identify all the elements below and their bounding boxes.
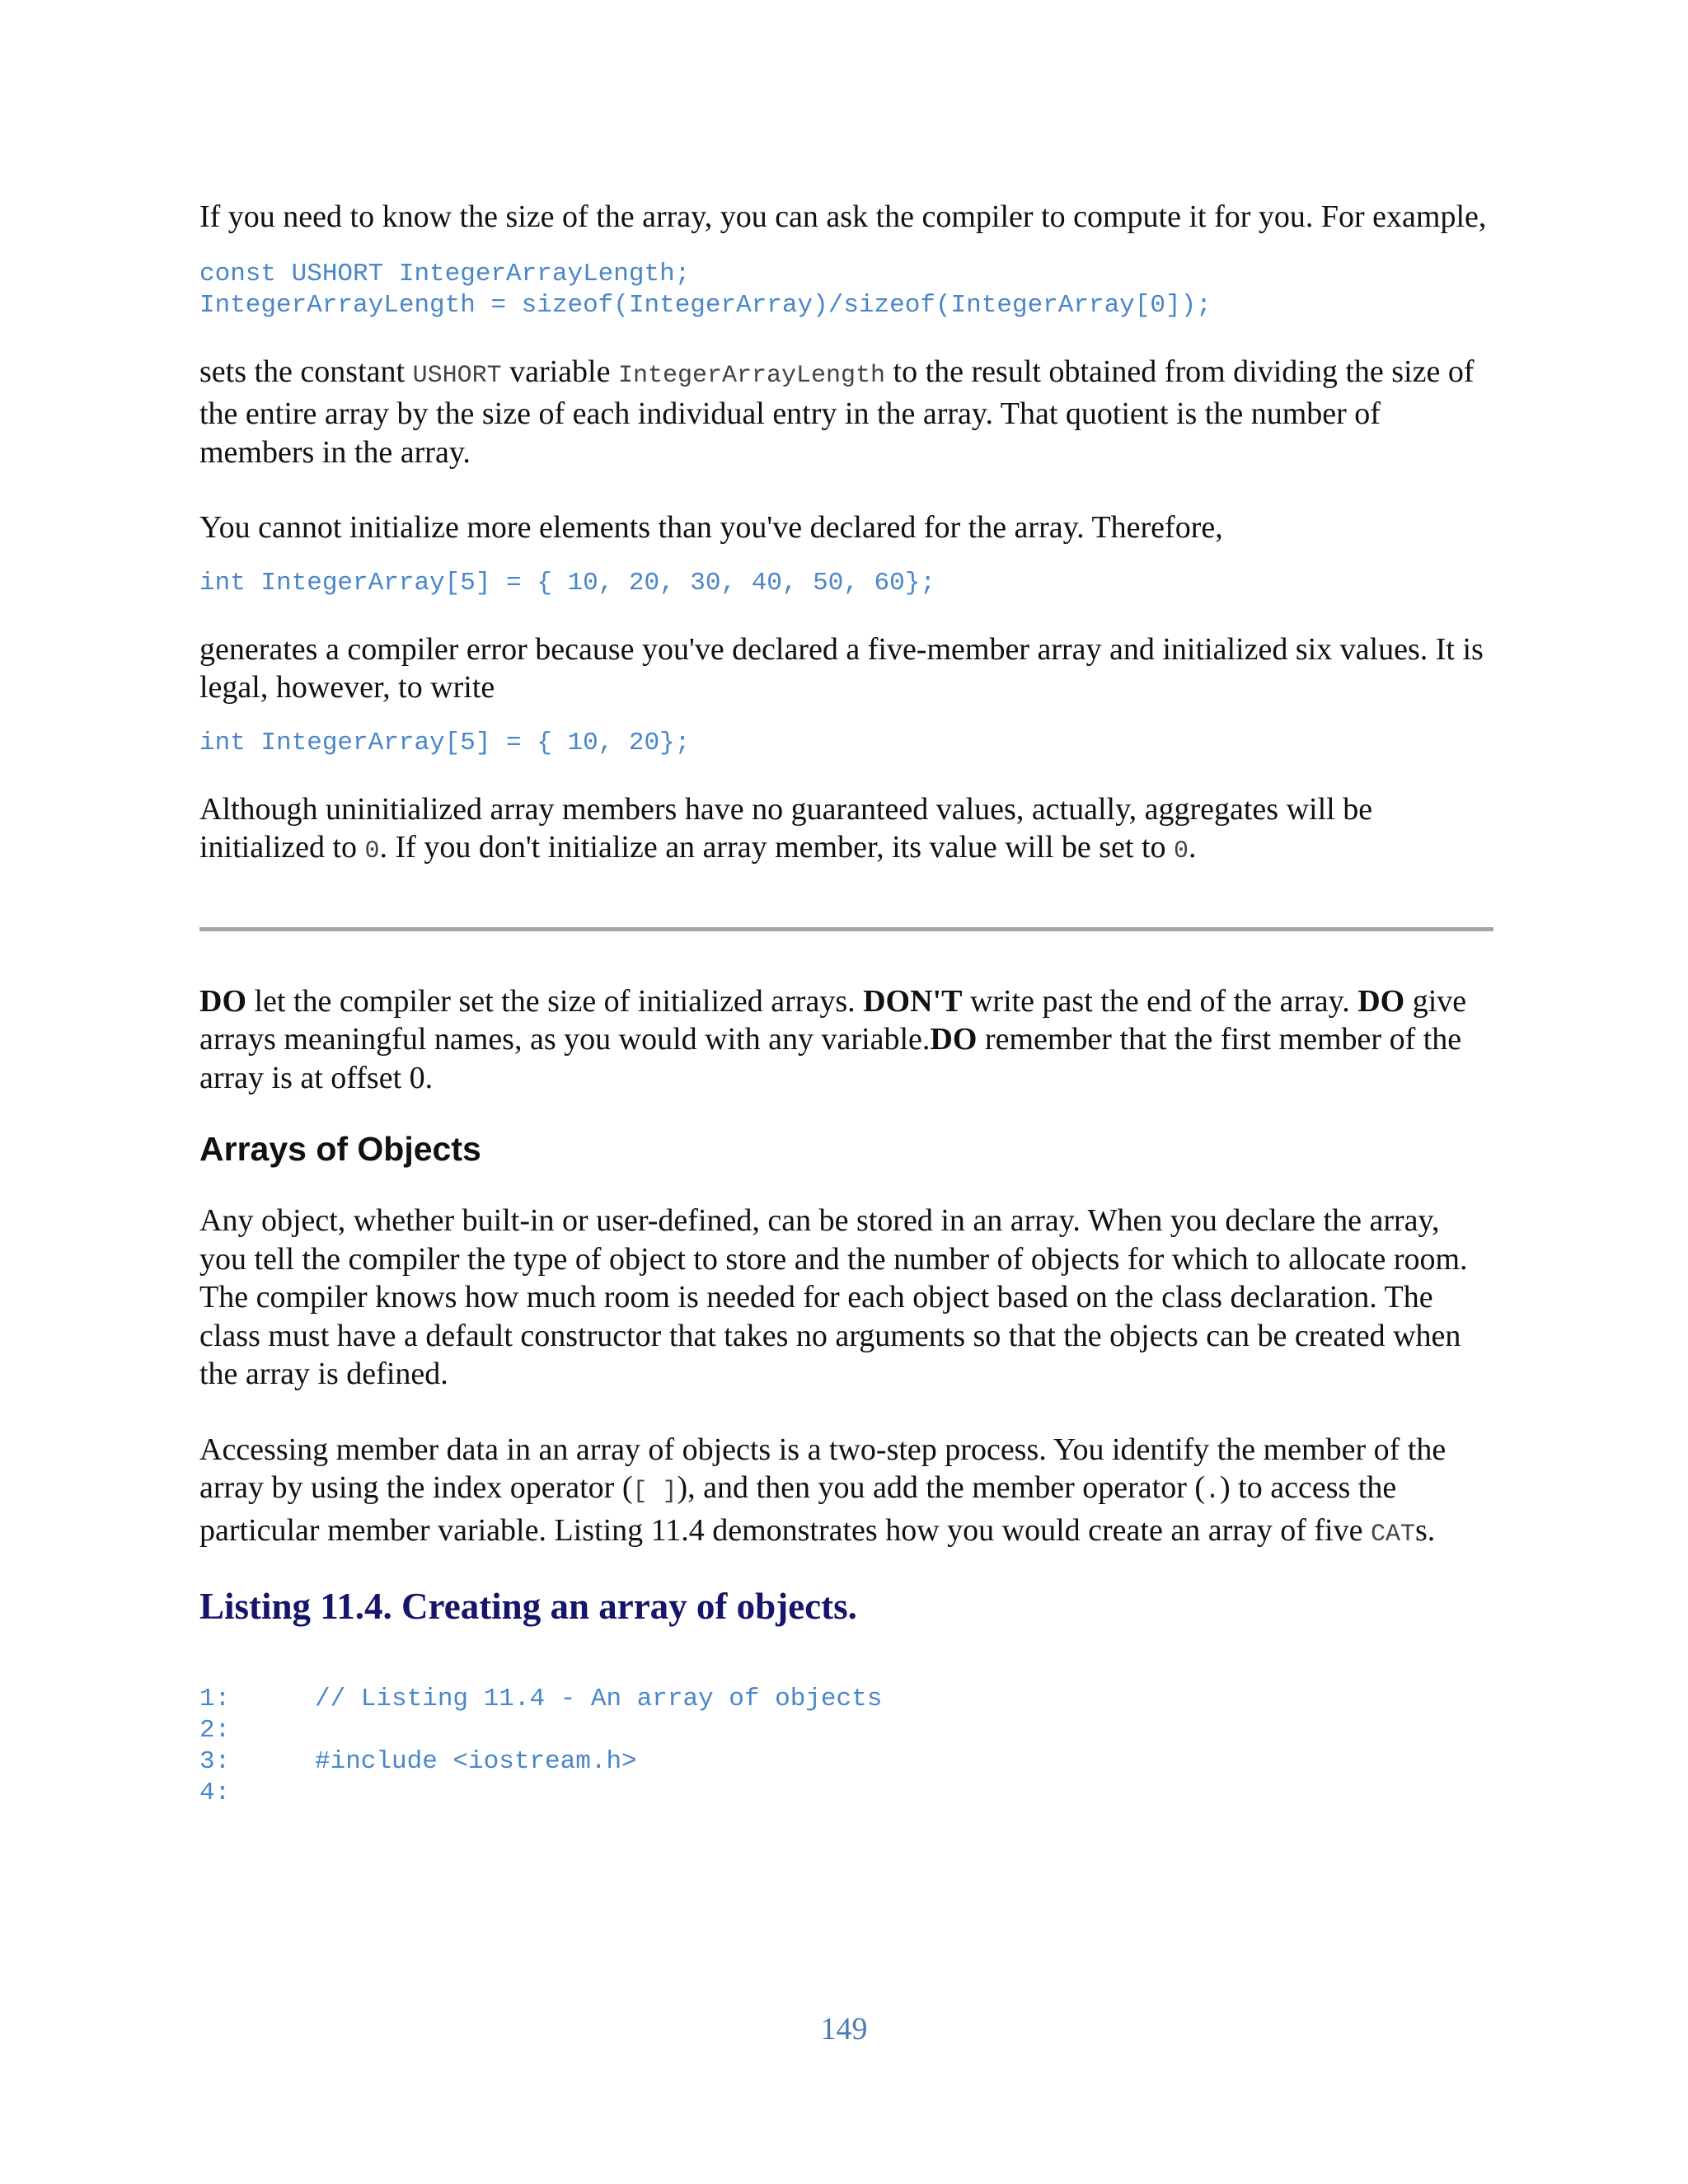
inline-code: [ ] — [632, 1478, 678, 1506]
listing-line — [199, 1778, 1493, 1809]
inline-code: . — [1205, 1478, 1221, 1506]
paragraph-any-object: Any object, whether built-in or user-defined, can be stored in an array. When you declare the array, you tell the compiler the type of object to store and the number of objects for which to allocate room. The compiler knows how much room is needed for each object based on the class declaration. The class must have a default constructor that takes no arguments so that the objects can be created when the array is defined. — [199, 1203, 1468, 1391]
inline-code: 0 — [364, 837, 380, 865]
text-run: Accessing member data in an array of objects is a two-step process. You identify the member of the array by using the index operator ( — [199, 1432, 1447, 1505]
text-run: give arrays meaningful names, as you would with any variable. — [199, 983, 1467, 1057]
text-run: ), and then you add the member operator ( — [677, 1470, 1206, 1505]
text-run: . — [1189, 830, 1197, 865]
inline-code: USHORT — [412, 361, 502, 390]
do-label: DO — [199, 983, 246, 1019]
text-run: remember that the first member of the array is at offset 0. — [199, 1022, 1462, 1095]
text-run: s. — [1415, 1512, 1436, 1548]
do-dont-box — [199, 982, 1493, 1098]
line-code: #include <iostream.h> — [315, 1747, 637, 1776]
line-number: 4: — [199, 1779, 231, 1807]
do-label: DO — [930, 1022, 978, 1057]
paragraph-uninitialized — [199, 790, 1493, 871]
horizontal-divider — [199, 927, 1493, 931]
line-number: 2: — [199, 1716, 231, 1745]
paragraph-compiler-error: generates a compiler error because you've declared a five-member array and initialized six values. It is legal, however, to write — [199, 631, 1484, 705]
text-run: let the compiler set the size of initialized arrays. — [246, 983, 864, 1019]
text-run: write past the end of the array. — [962, 983, 1358, 1019]
dont-label: DON'T — [863, 983, 963, 1019]
do-label: DO — [1357, 983, 1405, 1019]
listing-title: Listing 11.4. Creating an array of objects. — [199, 1586, 857, 1627]
paragraph-initialize-limit: You cannot initialize more elements than you've declared for the array. Therefore, — [199, 510, 1223, 545]
line-number: 3: — [199, 1747, 231, 1776]
listing-code — [199, 1684, 1493, 1809]
paragraph-sizeof-explanation — [199, 353, 1493, 472]
paragraph-accessing-members — [199, 1431, 1493, 1554]
inline-code: CAT — [1370, 1520, 1415, 1549]
code-line: const USHORT IntegerArrayLength; — [199, 259, 691, 288]
line-number: 1: — [199, 1685, 231, 1713]
text-run: to the result obtained from dividing the size of the entire array by the size of each individual entry in the array. That quotient is the number of members in the array. — [199, 354, 1475, 470]
code-block-sizeof — [199, 259, 1493, 321]
text-run: . If you don't initialize an array member, its value will be set to — [379, 830, 1175, 865]
text-run: Although uninitialized array members have no guaranteed values, actually, aggregates will be initialized to — [199, 791, 1373, 865]
code-line-two-values: int IntegerArray[5] = { 10, 20}; — [199, 728, 691, 757]
text-run: variable — [501, 354, 618, 389]
line-code: // Listing 11.4 - An array of objects — [315, 1685, 883, 1713]
listing-line — [199, 1715, 1493, 1746]
inline-code: 0 — [1174, 837, 1189, 865]
listing-background — [317, 1797, 1636, 2184]
inline-code: IntegerArrayLength — [617, 361, 886, 390]
text-run: sets the constant — [199, 354, 413, 389]
section-heading: Arrays of Objects — [199, 1130, 481, 1168]
listing-line — [199, 1684, 1493, 1715]
page-number: 149 — [820, 2012, 868, 2046]
code-line-six-values: int IntegerArray[5] = { 10, 20, 30, 40, 50, 60}; — [199, 568, 935, 598]
document-page — [199, 198, 1493, 1809]
text-run: ) to access the particular member variable. Listing 11.4 demonstrates how you would create an array of five — [199, 1470, 1397, 1548]
paragraph-array-size: If you need to know the size of the array, you can ask the compiler to compute it for you. For example, — [199, 199, 1487, 234]
listing-line — [199, 1746, 1493, 1778]
code-line: IntegerArrayLength = sizeof(IntegerArray)/sizeof(IntegerArray[0]); — [199, 290, 1212, 320]
